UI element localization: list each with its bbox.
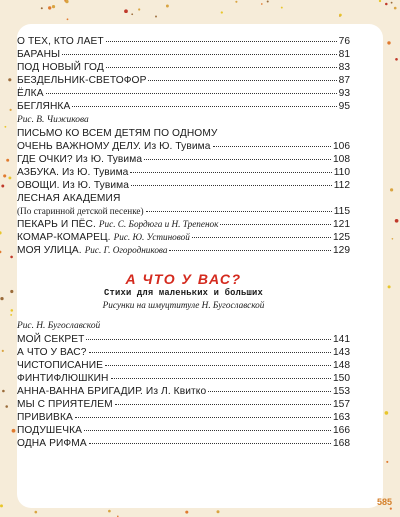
entry-page: 83 bbox=[338, 62, 350, 74]
entry-page: 129 bbox=[333, 245, 350, 257]
confetti-dot bbox=[52, 5, 55, 8]
confetti-dot bbox=[390, 508, 392, 510]
dot-leader bbox=[86, 339, 331, 340]
toc-entry bbox=[17, 100, 350, 113]
dot-leader bbox=[106, 41, 337, 42]
confetti-dot bbox=[67, 18, 69, 20]
toc-entry bbox=[17, 74, 350, 87]
confetti-dot bbox=[166, 5, 169, 8]
dot-leader bbox=[75, 417, 331, 418]
dot-leader bbox=[115, 404, 331, 405]
confetti-dot bbox=[395, 219, 399, 223]
entry-title: ЁЛКА bbox=[17, 88, 44, 100]
entry-title: А ЧТО У ВАС? bbox=[17, 346, 87, 358]
toc-entry bbox=[17, 385, 350, 398]
toc-entry bbox=[17, 398, 350, 411]
confetti-dot bbox=[217, 510, 220, 513]
entry-title: ПРИВИВКА bbox=[17, 412, 73, 424]
confetti-dot bbox=[387, 41, 390, 44]
confetti-dot bbox=[392, 238, 394, 240]
toc-entry bbox=[17, 244, 350, 257]
dot-leader bbox=[148, 80, 336, 81]
confetti-dot bbox=[12, 429, 16, 433]
confetti-dot bbox=[48, 6, 51, 9]
confetti-dot bbox=[379, 0, 381, 2]
toc-entry bbox=[17, 218, 350, 231]
entry-title: ЧИСТОПИСАНИЕ bbox=[17, 359, 104, 371]
confetti-dot bbox=[8, 176, 11, 179]
confetti-dot bbox=[267, 0, 269, 2]
confetti-dot bbox=[108, 510, 111, 513]
confetti-dot bbox=[4, 126, 6, 128]
toc-entry bbox=[17, 35, 350, 48]
confetti-dot bbox=[11, 309, 14, 312]
dot-leader bbox=[208, 391, 331, 392]
entry-page: 81 bbox=[338, 49, 350, 61]
confetti-dot bbox=[385, 411, 389, 415]
entry-title: ОВОЩИ. Из Ю. Тувима bbox=[17, 179, 130, 191]
toc-entry bbox=[17, 166, 350, 179]
entry-page: 110 bbox=[333, 166, 350, 178]
confetti-dot bbox=[2, 390, 5, 393]
entry-page: 76 bbox=[338, 36, 350, 47]
confetti-dot bbox=[2, 350, 4, 352]
dot-leader bbox=[111, 378, 331, 379]
dot-leader bbox=[144, 159, 331, 160]
entry-title: АЗБУКА. Из Ю. Тувима bbox=[17, 166, 129, 178]
dot-leader bbox=[89, 352, 332, 353]
entry-title: БЕГЛЯНКА bbox=[17, 101, 71, 113]
toc-entry bbox=[17, 231, 350, 244]
entry-page: 143 bbox=[333, 346, 350, 358]
confetti-dot bbox=[339, 15, 341, 17]
dot-leader bbox=[131, 185, 332, 186]
entry-title: АННА-ВАННА БРИГАДИР. Из Л. Квитко bbox=[17, 385, 207, 397]
dot-leader bbox=[220, 224, 331, 225]
entry-page: 87 bbox=[338, 75, 350, 87]
entry-page: 112 bbox=[333, 179, 350, 191]
illustrator-credit: Рис. В. Чижикова bbox=[17, 114, 89, 125]
entry-page: 93 bbox=[338, 88, 350, 100]
confetti-dot bbox=[1, 185, 4, 188]
entry-title: МОЙ СЕКРЕТ bbox=[17, 333, 85, 345]
dot-leader bbox=[62, 54, 337, 55]
confetti-dot bbox=[386, 461, 388, 463]
entry-title: ОДНА РИФМА bbox=[17, 438, 87, 450]
entry-title: ГДЕ ОЧКИ? Из Ю. Тувима bbox=[17, 153, 143, 165]
confetti-dot bbox=[385, 3, 388, 6]
confetti-dot bbox=[131, 13, 133, 15]
entry-page: 125 bbox=[333, 232, 350, 244]
table-of-contents bbox=[17, 35, 350, 450]
confetti-dot bbox=[0, 297, 3, 300]
dot-leader bbox=[105, 365, 331, 366]
toc-entry: ЛЕСНАЯ АКАДЕМИЯ bbox=[17, 193, 121, 205]
confetti-dot bbox=[41, 7, 43, 9]
confetti-dot bbox=[124, 9, 128, 13]
confetti-dot bbox=[395, 58, 398, 61]
toc-entry bbox=[17, 333, 350, 346]
toc-entry: ОЧЕНЬ ВАЖНОМУ ДЕЛУ. Из Ю. Тувима 106 bbox=[17, 140, 350, 152]
toc-entry bbox=[17, 179, 350, 192]
confetti-dot bbox=[235, 1, 237, 3]
confetti-dot bbox=[394, 7, 397, 10]
dot-leader bbox=[169, 250, 331, 251]
entry-page: 153 bbox=[333, 385, 350, 397]
entry-page: 108 bbox=[333, 153, 350, 165]
entry-page: 121 bbox=[333, 219, 350, 231]
entry-credit: Рис. Г. Огородникова bbox=[84, 245, 168, 256]
toc-entry bbox=[17, 437, 350, 450]
confetti-dot bbox=[65, 0, 68, 3]
entry-title: О ТЕХ, КТО ЛАЕТ bbox=[17, 36, 104, 47]
entry-page: 168 bbox=[333, 438, 350, 450]
entry-page: 166 bbox=[333, 425, 350, 437]
entry-credit: Рис. Ю. Устиновой bbox=[113, 232, 190, 243]
entry-page: 157 bbox=[333, 398, 350, 410]
confetti-dot bbox=[391, 2, 393, 4]
dot-leader bbox=[84, 430, 331, 431]
confetti-dot bbox=[10, 314, 12, 316]
confetti-dot bbox=[390, 188, 393, 191]
entry-title: МЫ С ПРИЯТЕЛЕМ bbox=[17, 398, 113, 410]
toc-entry bbox=[17, 372, 350, 385]
entry-title: ПОДУШЕЧКА bbox=[17, 425, 83, 437]
entry-page: 150 bbox=[333, 372, 350, 384]
toc-entry bbox=[17, 346, 350, 359]
confetti-dot bbox=[185, 511, 188, 514]
toc-entry bbox=[17, 411, 350, 424]
confetti-dot bbox=[3, 174, 6, 177]
confetti-dot bbox=[10, 256, 13, 259]
confetti-dot bbox=[10, 290, 13, 293]
dot-leader bbox=[46, 93, 337, 94]
confetti-dot bbox=[8, 78, 11, 81]
entry-title: КОМАР-КОМАРЕЦ. bbox=[17, 232, 111, 244]
entry-title: БЕЗДЕЛЬНИК-СВЕТОФОР bbox=[17, 75, 147, 87]
toc-entry: ПИСЬМО КО ВСЕМ ДЕТЯМ ПО ОДНОМУ bbox=[17, 127, 218, 139]
toc-entry bbox=[17, 424, 350, 437]
confetti-dot bbox=[35, 511, 38, 514]
entry-page: 148 bbox=[333, 359, 350, 371]
confetti-dot bbox=[261, 3, 263, 5]
entry-title: ПЕКАРЬ И ПЁС. bbox=[17, 219, 96, 231]
dot-leader bbox=[106, 67, 337, 68]
confetti-dot bbox=[155, 16, 157, 18]
confetti-dot bbox=[0, 251, 1, 254]
toc-entry bbox=[17, 153, 350, 166]
confetti-dot bbox=[0, 231, 2, 234]
confetti-dot bbox=[6, 159, 9, 162]
confetti-dot bbox=[388, 285, 391, 288]
section-title: А ЧТО У ВАС? bbox=[125, 270, 242, 287]
entry-title: БАРАНЫ bbox=[17, 49, 61, 61]
toc-entry bbox=[17, 48, 350, 61]
entry-page: 141 bbox=[333, 333, 350, 345]
confetti-dot bbox=[221, 11, 223, 13]
section-subtitle: Стихи для маленьких и больших bbox=[104, 287, 263, 298]
entry-credit: Рис. С. Бордюга и Н. Трепенок bbox=[98, 219, 219, 230]
dot-leader bbox=[192, 237, 331, 238]
toc-entry bbox=[17, 359, 350, 372]
illustrator-credit: Рис. Н. Бугославской bbox=[17, 320, 101, 331]
dot-leader bbox=[72, 106, 336, 107]
toc-entry: (По старинной детской песенке) 115 bbox=[17, 206, 350, 218]
entry-title: ПОД НОВЫЙ ГОД bbox=[17, 62, 104, 74]
confetti-dot bbox=[281, 7, 283, 9]
entry-title: МОЯ УЛИЦА. bbox=[17, 245, 82, 257]
dot-leader bbox=[89, 443, 331, 444]
entry-title: ФИНТИФЛЮШКИН bbox=[17, 372, 109, 384]
toc-entry bbox=[17, 87, 350, 100]
confetti-dot bbox=[138, 8, 140, 10]
entry-page: 163 bbox=[333, 412, 350, 424]
page-number: 585 bbox=[376, 497, 392, 507]
section-illustration-credit: Рисунки на шмуцтитуле Н. Бугославской bbox=[102, 299, 265, 310]
confetti-dot bbox=[10, 109, 12, 111]
toc-entry bbox=[17, 61, 350, 74]
confetti-dot bbox=[0, 504, 3, 507]
confetti-dot bbox=[5, 405, 8, 408]
entry-page: 95 bbox=[338, 101, 350, 113]
dot-leader bbox=[130, 172, 331, 173]
